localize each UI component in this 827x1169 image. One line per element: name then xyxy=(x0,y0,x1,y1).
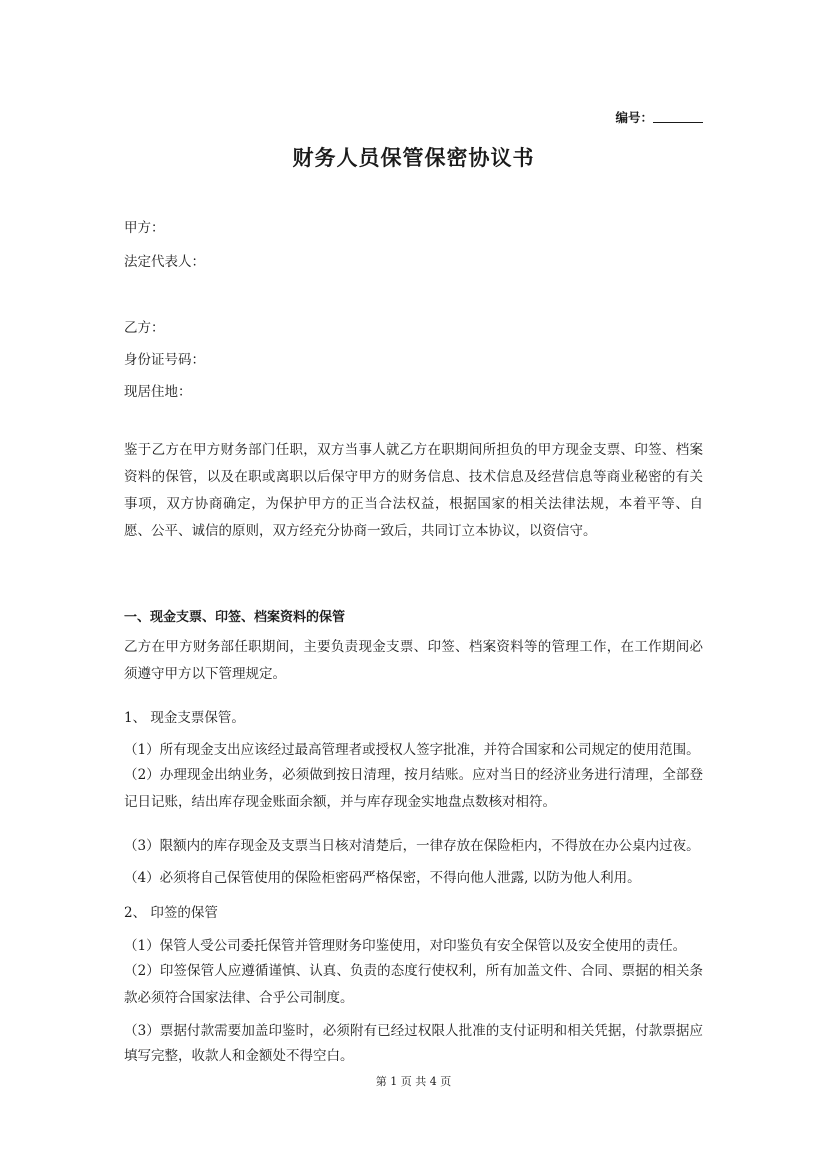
page-footer: 第 1 页 共 4 页 xyxy=(375,1075,452,1088)
party-b-address-label: 现居住地： xyxy=(124,384,192,400)
preamble-paragraph: 鉴于乙方在甲方财务部门任职，双方当事人就乙方在职期间所担负的甲方现金支票、印签、档案资料的保管，以及在职或离职以后保守甲方的财务信息、技术信息及经营信息等商业秘密的有关事项，双方协商确定，为保护甲方的正当合法权益，根据国家的相关法律法规，本着平等、自愿、公平、诚信的原则，双方经充分协商一致后，共同订立本协议，以资信守。 xyxy=(124,442,703,539)
party-b-id-label: 身份证号码： xyxy=(124,352,205,368)
list-item: （3）票据付款需要加盖印鉴时，必须附有已经过权限人批准的支付证明和相关凭据，付款票据应填写完整，收款人和金额处不得空白。 xyxy=(124,1023,703,1064)
party-b-label: 乙方： xyxy=(124,320,165,336)
section-1-heading: 一、现金支票、印签、档案资料的保管 xyxy=(124,610,346,625)
section-1-intro: 乙方在甲方财务部任职期间，主要负责现金支票、印签、档案资料等的管理工作，在工作期间必须遵守甲方以下管理规定。 xyxy=(124,639,703,682)
list-item: （2）印签保管人应遵循谨慎、认真、负责的态度行使权利，所有加盖文件、合同、票据的相关条款必须符合国家法律、合乎公司制度。 xyxy=(124,963,703,1006)
document-number-blank xyxy=(653,110,703,123)
list-item: （4）必须将自己保管使用的保险柜密码严格保密，不得向他人泄露, 以防为他人利用。 xyxy=(124,870,641,886)
document-title: 财务人员保管保密协议书 xyxy=(292,145,535,170)
party-a-label: 甲方： xyxy=(124,220,165,236)
subsection-2-title: 2、 印签的保管 xyxy=(124,905,218,921)
list-item: （2）办理现金出纳业务，必须做到按日清理，按月结账。应对当日的经济业务进行清理，全部登记日记账，结出库存现金账面余额，并与库存现金实地盘点数核对相符。 xyxy=(124,767,703,810)
list-item: （3）限额内的库存现金及支票当日核对清楚后，一律存放在保险柜内，不得放在办公桌内过夜。 xyxy=(124,838,700,854)
list-item: （1）保管人受公司委托保管并管理财务印鉴使用，对印鉴负有安全保管以及安全使用的责任。 xyxy=(124,938,687,954)
subsection-1-title: 1、 现金支票保管。 xyxy=(124,710,245,726)
document-number xyxy=(615,108,703,126)
list-item: （1）所有现金支出应该经过最高管理者或授权人签字批准，并符合国家和公司规定的使用范围。 xyxy=(124,742,700,758)
document-number-label: 编号： xyxy=(615,110,653,125)
party-a-representative-label: 法定代表人： xyxy=(124,254,205,270)
